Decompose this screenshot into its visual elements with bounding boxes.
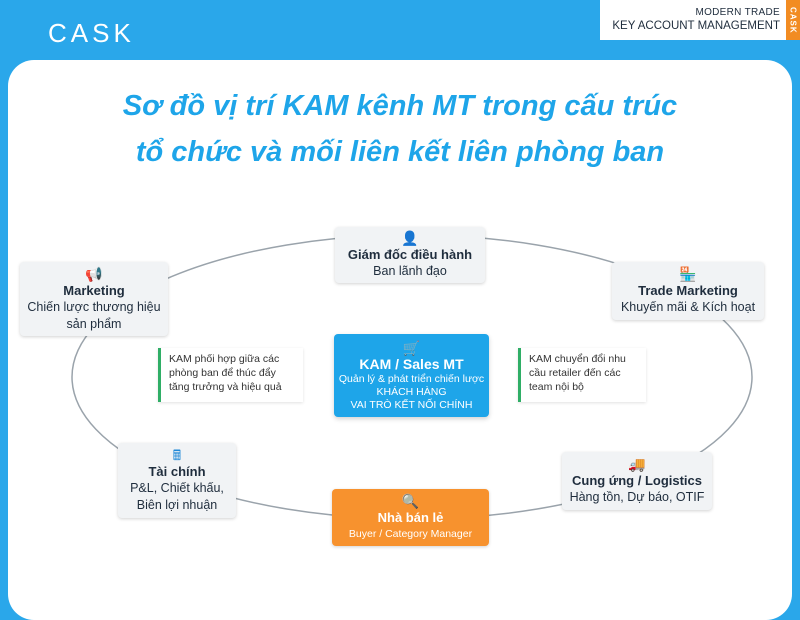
node-finance [118, 443, 236, 518]
note-left-line-3: tăng trưởng và hiệu quả [169, 381, 282, 393]
badge-line-2: KEY ACCOUNT MANAGEMENT [612, 20, 780, 32]
megaphone-icon: 📢 [85, 265, 103, 282]
note-right-line-3: team nội bộ [529, 381, 584, 393]
node-logistics [562, 452, 712, 510]
node-trade-title: Trade Marketing [638, 283, 738, 298]
node-retailer-subtitle: Buyer / Category Manager [348, 527, 473, 540]
node-kam-line-3: VAI TRÒ KẾT NỐI CHÍNH [350, 398, 473, 411]
node-marketing-subtitle-2: sản phẩm [66, 316, 122, 331]
node-marketing-subtitle-1: Chiến lược thương hiệu [27, 299, 161, 314]
store-icon: 🏪 [679, 266, 697, 282]
node-finance-title: Tài chính [148, 464, 206, 479]
node-ceo-subtitle: Ban lãnh đạo [373, 264, 447, 278]
truck-icon: 🚚 [628, 456, 646, 472]
note-left [158, 348, 303, 402]
node-ceo-title: Giám đốc điều hành [347, 247, 473, 262]
diagram-title-line-1: Sơ đồ vị trí KAM kênh MT trong cấu trúc [122, 90, 678, 122]
brand-logo: CASK [48, 18, 135, 48]
node-finance-subtitle-2: Biên lợi nhuận [136, 498, 218, 512]
node-kam-line-1: Quản lý & phát triển chiến lược [338, 372, 485, 385]
node-retailer-title: Nhà bán lẻ [377, 509, 444, 525]
cart-icon: 🛒 [402, 339, 421, 356]
node-marketing [20, 262, 168, 336]
badge-side-label: CASK [788, 6, 798, 34]
note-left-line-1: KAM phối hợp giữa các [169, 353, 280, 365]
node-trade-marketing [612, 262, 764, 320]
node-trade-subtitle: Khuyến mãi & Kích hoạt [620, 300, 756, 314]
node-kam-line-2: KHÁCH HÀNG [376, 385, 447, 398]
note-right-line-1: KAM chuyển đổi nhu [529, 353, 626, 365]
diagram-title-line-2: tổ chức và mối liên kết liên phòng ban [135, 136, 665, 168]
note-right [518, 348, 646, 402]
node-kam [334, 334, 489, 417]
note-right-line-2: cầu retailer đến các [529, 367, 621, 379]
node-logistics-subtitle: Hàng tồn, Dự báo, OTIF [569, 490, 705, 504]
person-icon: 👤 [401, 230, 419, 246]
note-left-line-2: phòng ban để thúc đẩy [169, 367, 276, 379]
node-retailer [332, 489, 489, 546]
search-icon: 🔍 [401, 492, 420, 509]
badge-line-1: MODERN TRADE [695, 7, 780, 18]
node-marketing-title: Marketing [63, 282, 125, 298]
node-kam-title: KAM / Sales MT [359, 355, 464, 372]
node-finance-subtitle-1: P&L, Chiết khấu, [130, 481, 224, 495]
node-ceo [335, 227, 485, 283]
node-logistics-title: Cung ứng / Logistics [571, 473, 703, 488]
calculator-icon: 🖩 [172, 447, 182, 463]
